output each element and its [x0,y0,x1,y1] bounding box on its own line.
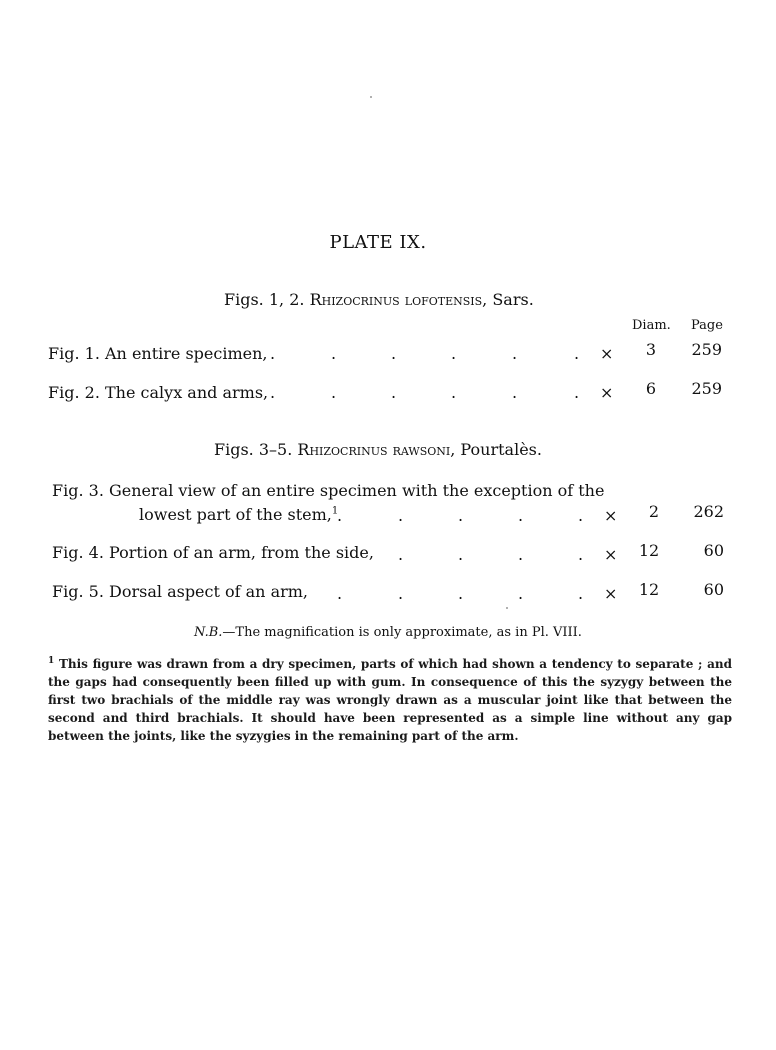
section-heading-prefix: Figs. 3–5. [214,440,293,459]
section-genus: Rhizocrinus [309,290,400,309]
magnification-sign: × [600,383,614,402]
leader-dot: . [398,584,404,603]
leader-dot: . [458,584,464,603]
figure-description: Portion of an arm, from the side, [109,543,374,562]
nb-text: —The magnification is only approximate, as in Pl. VIII. [222,625,582,640]
leader-dot: . [270,344,276,363]
leader-dot: . [512,344,518,363]
figure-description-continued: lowest part of the stem,$^1$ [139,505,339,524]
leader-dot: . [458,545,464,564]
leader-dot: . [331,344,337,363]
column-header-diam: Diam. [632,318,671,333]
diam-value: 12 [638,580,660,599]
leader-dot: . [578,506,584,525]
nb-prefix: N.B. [194,625,223,640]
magnification-sign: × [604,506,618,525]
column-header-page: Page [691,318,723,333]
page-value: 60 [703,580,724,599]
section-species: lofotensis [404,290,483,309]
footnote [48,652,732,745]
figure-row-1 [48,344,268,363]
section-species: rawsoni [392,440,451,459]
leader-dot: . [518,506,524,525]
magnification-sign: × [604,584,618,603]
leader-dot: . [458,506,464,525]
leader-dot: . [451,344,457,363]
section-heading-2 [214,440,542,459]
figure-row-3 [52,481,604,500]
leader-dot: . [518,584,524,603]
leader-dot: . [574,383,580,402]
leader-dot: . [574,344,580,363]
leader-dot: . [391,383,397,402]
footnote-mark: 1 [48,656,55,666]
figure-label: Fig. 3. [52,481,104,500]
section-genus: Rhizocrinus [297,440,388,459]
figure-description: An entire specimen, [105,344,268,363]
leader-dot: . [398,545,404,564]
figure-description: Dorsal aspect of an arm, [109,582,309,601]
page-value: 262 [693,502,724,521]
figure-label: Fig. 5. [52,582,104,601]
page-value: 259 [691,340,722,359]
leader-dot: . [270,383,276,402]
page-value: 259 [691,379,722,398]
section-heading-prefix: Figs. 1, 2. [224,290,305,309]
leader-dot: . [391,344,397,363]
print-speck [506,607,508,609]
section-author: , Sars. [482,290,534,309]
diam-value: 12 [638,541,660,560]
figure-row-5 [52,582,308,601]
figure-label: Fig. 4. [52,543,104,562]
figure-description: General view of an entire specimen with the exception of the [109,481,605,500]
figure-label: Fig. 1. [48,344,100,363]
figure-row-4 [52,543,374,562]
leader-dot: . [518,545,524,564]
section-author: , Pourtalès. [450,440,542,459]
diam-value: 2 [648,502,660,521]
leader-dot: . [451,383,457,402]
figure-row-2 [48,383,268,402]
nb-note [0,625,776,640]
print-speck [370,96,372,98]
leader-dot: . [398,506,404,525]
figure-description: The calyx and arms, [105,383,269,402]
footnote-reference: 1 [331,505,339,517]
diam-value: 3 [645,340,657,359]
leader-dot: . [512,383,518,402]
leader-dot: . [578,584,584,603]
magnification-sign: × [600,344,614,363]
footnote-text: This figure was drawn from a dry specimen, parts of which had shown a tendency to separate ; and the gaps had consequently been filled up with gum. In consequence of this the syzygy between the first two brachials of the middle ray was wrongly drawn as a muscular joint like that between the second and third brachials. It should have been represented as a simple line without any gap between the joints, like the syzygies in the remaining part of the arm. [48,657,732,743]
leader-dot: . [337,506,343,525]
figure-label: Fig. 2. [48,383,100,402]
leader-dot: . [331,383,337,402]
diam-value: 6 [645,379,657,398]
leader-dot: . [337,584,343,603]
page-value: 60 [703,541,724,560]
leader-dot: . [578,545,584,564]
magnification-sign: × [604,545,618,564]
plate-title: PLATE IX. [329,232,427,253]
section-heading-1 [224,290,534,309]
